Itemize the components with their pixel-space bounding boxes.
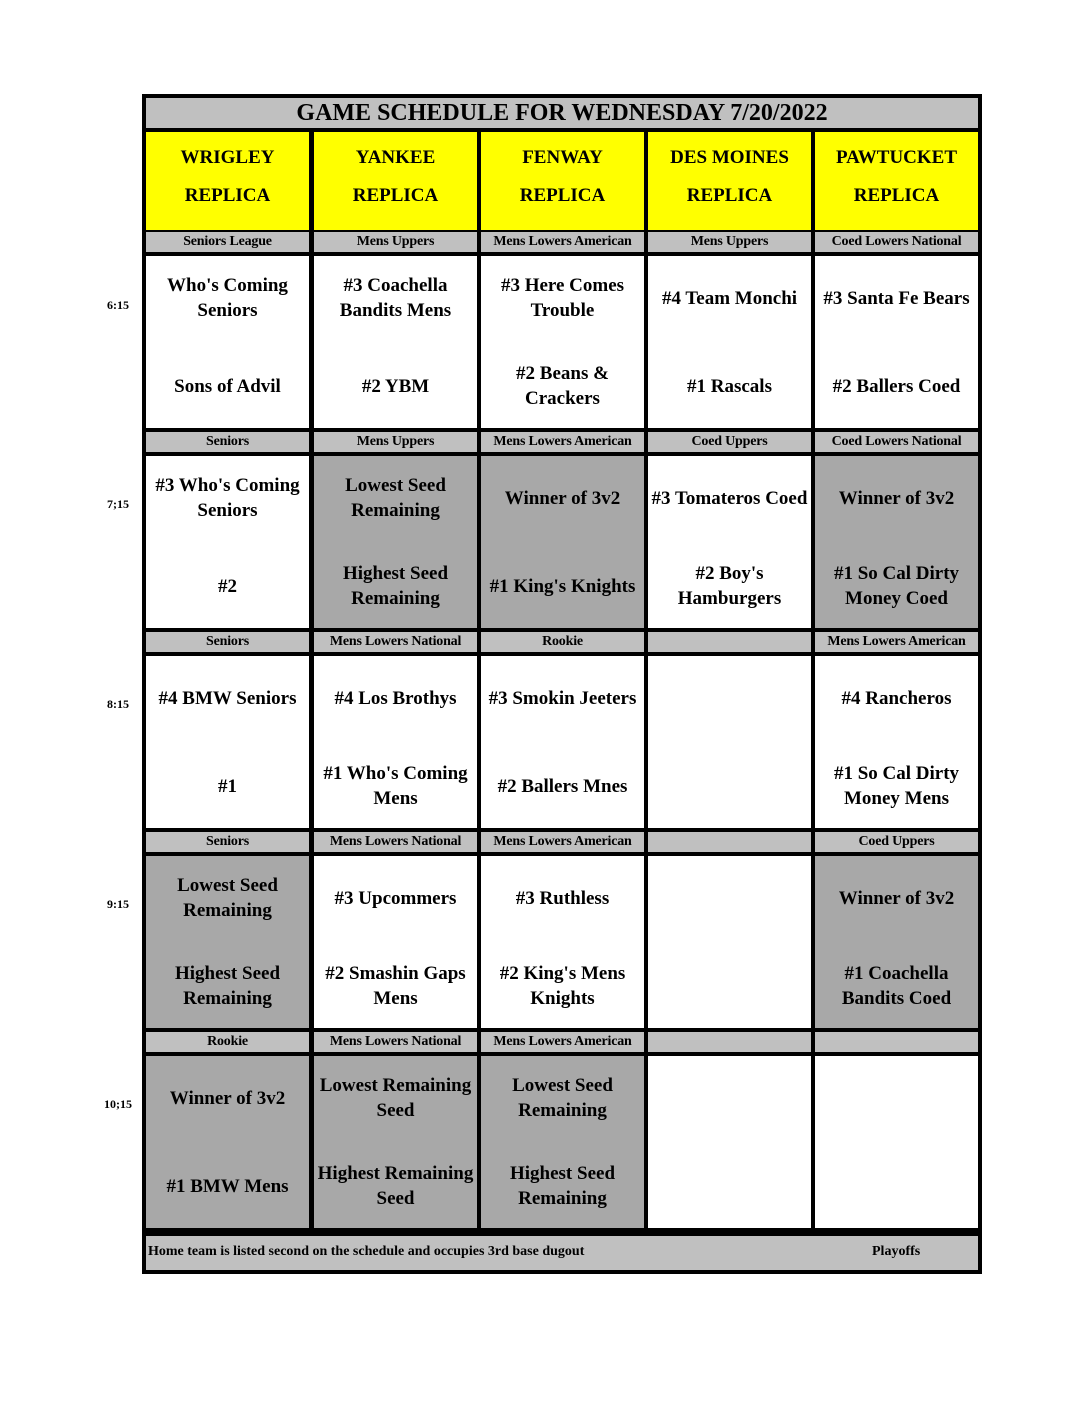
- away-team: Winner of 3v2: [838, 487, 955, 509]
- away-team: #4 BMW Seniors: [158, 687, 297, 709]
- game-cell: [648, 856, 811, 1028]
- away-team: Winner of 3v2: [838, 887, 955, 909]
- league-label: Rookie: [481, 632, 644, 652]
- game-cell: [314, 1056, 477, 1228]
- game-cell: [648, 656, 811, 828]
- away-team: #3 Tomateros Coed: [651, 487, 808, 509]
- league-label: Seniors: [146, 432, 309, 452]
- league-label: Mens Lowers American: [481, 232, 644, 252]
- time-label: 10;15: [104, 1097, 132, 1111]
- home-team: #2 King's Mens Knights: [499, 963, 626, 1009]
- home-team: #1 King's Knights: [489, 575, 636, 597]
- away-team: Lowest Seed Remaining: [345, 475, 446, 521]
- league-label: Coed Uppers: [815, 832, 978, 852]
- game-cell: [815, 856, 978, 1028]
- field-name: PAWTUCKET: [835, 147, 958, 168]
- field-subtitle: REPLICA: [853, 185, 940, 206]
- home-team: Highest Remaining Seed: [317, 1163, 474, 1209]
- game-cell: [146, 456, 309, 628]
- away-team: Lowest Seed Remaining: [512, 1075, 613, 1121]
- game-cell: [481, 856, 644, 1028]
- playoffs-label: Playoffs: [872, 1244, 921, 1259]
- footer-note: Home team is listed second on the schedule and occupies 3rd base dugout: [148, 1244, 585, 1259]
- field-header: [481, 132, 644, 230]
- away-team: Lowest Seed Remaining: [177, 875, 278, 921]
- away-team: #3 Santa Fe Bears: [823, 287, 970, 309]
- game-cell: [815, 456, 978, 628]
- away-team: #3 Here Comes Trouble: [500, 275, 625, 321]
- game-cell: [146, 856, 309, 1028]
- game-cell: [481, 1056, 644, 1228]
- schedule-footer: [146, 1236, 978, 1270]
- home-team: [815, 1146, 978, 1226]
- home-team: #1: [218, 775, 237, 797]
- away-team: [648, 658, 811, 738]
- away-team: [648, 858, 811, 938]
- field-subtitle: REPLICA: [352, 185, 439, 206]
- field-name: FENWAY: [522, 147, 603, 168]
- game-cell: [314, 456, 477, 628]
- field-name: YANKEE: [355, 147, 436, 168]
- home-team: #1 Rascals: [687, 375, 772, 397]
- home-team: [648, 746, 811, 826]
- home-team: #2 Beans & Crackers: [516, 363, 609, 409]
- game-cell: [314, 856, 477, 1028]
- away-team: Who's Coming Seniors: [167, 275, 288, 321]
- league-label: [815, 1032, 978, 1052]
- home-team: #2 Ballers Mnes: [497, 775, 628, 797]
- league-label: Seniors: [146, 832, 309, 852]
- game-cell: [481, 456, 644, 628]
- league-label: Coed Lowers National: [815, 232, 978, 252]
- home-team: #1 Coachella Bandits Coed: [841, 963, 952, 1009]
- time-label: 7;15: [107, 497, 129, 511]
- field-subtitle: REPLICA: [686, 185, 773, 206]
- field-header: [648, 132, 811, 230]
- away-team: #4 Rancheros: [841, 687, 952, 709]
- away-team: Winner of 3v2: [169, 1087, 286, 1109]
- home-team: #2: [218, 575, 237, 597]
- schedule-table: [142, 94, 982, 1274]
- away-team: #3 Smokin Jeeters: [488, 687, 637, 709]
- field-header: [146, 132, 309, 230]
- home-team: Highest Seed Remaining: [342, 563, 449, 609]
- home-team: Sons of Advil: [174, 375, 281, 397]
- game-cell: [481, 656, 644, 828]
- league-label: Mens Uppers: [648, 232, 811, 252]
- field-name: DES MOINES: [670, 147, 789, 168]
- home-team: Highest Seed Remaining: [509, 1163, 616, 1209]
- game-cell: [481, 256, 644, 428]
- time-label: 9:15: [107, 897, 129, 911]
- league-label: Mens Uppers: [314, 432, 477, 452]
- league-label: Seniors: [146, 632, 309, 652]
- game-cell: [146, 1056, 309, 1228]
- game-cell: [146, 656, 309, 828]
- away-team: Lowest Remaining Seed: [319, 1075, 472, 1121]
- away-team: [648, 1058, 811, 1138]
- league-label: Mens Lowers American: [481, 832, 644, 852]
- league-label: Mens Lowers American: [815, 632, 978, 652]
- away-team: Winner of 3v2: [504, 487, 621, 509]
- game-cell: [815, 1056, 978, 1228]
- home-team: #2 Boy's Hamburgers: [677, 563, 782, 609]
- home-team: #1 Who's Coming Mens: [323, 763, 468, 809]
- league-label: Mens Lowers National: [314, 1032, 477, 1052]
- away-team: #4 Team Monchi: [661, 287, 798, 309]
- home-team: #1 So Cal Dirty Money Mens: [833, 763, 960, 809]
- home-team: #2 Ballers Coed: [832, 375, 961, 397]
- away-team: [815, 1058, 978, 1138]
- league-label: Mens Uppers: [314, 232, 477, 252]
- away-team: #3 Coachella Bandits Mens: [339, 275, 452, 321]
- home-team: Highest Seed Remaining: [174, 963, 281, 1009]
- field-subtitle: REPLICA: [519, 185, 606, 206]
- away-team: #3 Upcommers: [334, 887, 457, 909]
- game-cell: [648, 456, 811, 628]
- game-cell: [314, 256, 477, 428]
- home-team: [648, 946, 811, 1026]
- field-subtitle: REPLICA: [184, 185, 271, 206]
- game-cell: [648, 1056, 811, 1228]
- league-label: Rookie: [146, 1032, 309, 1052]
- page-title: GAME SCHEDULE FOR WEDNESDAY 7/20/2022: [146, 98, 978, 128]
- field-name: WRIGLEY: [180, 147, 275, 168]
- league-label: [648, 832, 811, 852]
- time-label: 8:15: [107, 697, 129, 711]
- home-team: #2 Smashin Gaps Mens: [325, 963, 466, 1009]
- game-cell: [314, 656, 477, 828]
- league-label: [648, 1032, 811, 1052]
- league-label: Coed Lowers National: [815, 432, 978, 452]
- home-team: [648, 1146, 811, 1226]
- league-label: Mens Lowers American: [481, 1032, 644, 1052]
- game-cell: [146, 256, 309, 428]
- league-label: Mens Lowers National: [314, 632, 477, 652]
- away-team: #4 Los Brothys: [334, 687, 457, 709]
- field-header: [815, 132, 978, 230]
- league-label: Mens Lowers National: [314, 832, 477, 852]
- league-label: Mens Lowers American: [481, 432, 644, 452]
- league-label: Seniors League: [146, 232, 309, 252]
- league-label: [648, 632, 811, 652]
- time-label: 6:15: [107, 298, 129, 312]
- league-label: Coed Uppers: [648, 432, 811, 452]
- game-cell: [648, 256, 811, 428]
- game-cell: [815, 656, 978, 828]
- home-team: #1 So Cal Dirty Money Coed: [833, 563, 960, 609]
- away-team: #3 Ruthless: [515, 887, 610, 909]
- away-team: #3 Who's Coming Seniors: [155, 475, 300, 521]
- field-header: [314, 132, 477, 230]
- game-cell: [815, 256, 978, 428]
- home-team: #2 YBM: [361, 375, 430, 397]
- home-team: #1 BMW Mens: [166, 1175, 289, 1197]
